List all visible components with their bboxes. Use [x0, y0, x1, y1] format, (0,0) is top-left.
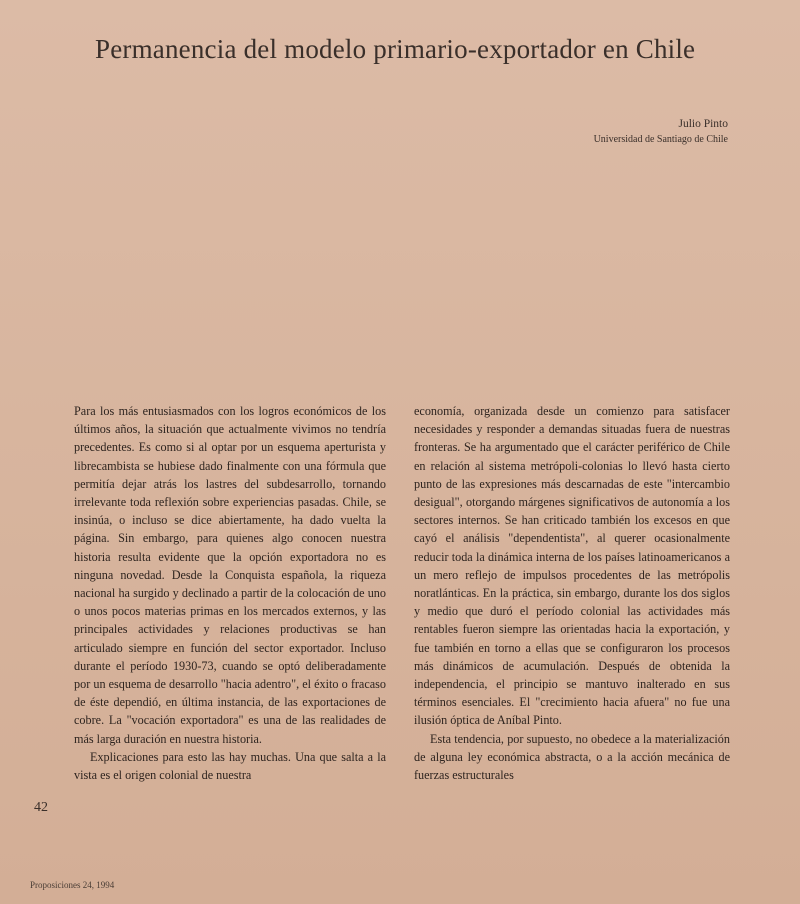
text-column-right: [414, 402, 730, 784]
text-column-left: [74, 402, 386, 784]
paragraph: Esta tendencia, por supuesto, no obedece a la materialización de alguna ley económica abstracta, o a la acción mecánica de fuerzas estructurales: [414, 731, 730, 783]
paragraph: Para los más entusiasmados con los logros económicos de los últimos años, la situación que actualmente vivimos no tendría precedentes. Es como si al optar por un esquema aperturista y librecambista se hubiese dado finalmente con una fórmula que permitía dejar atrás los lastres del subdesarrollo, tornando irrelevante toda reflexión sobre experiencias pasadas. Chile, se insinúa, o incluso se dice abiertamente, ha dado vuelta la página. Sin embargo, para quienes algo conocen nuestra historia resulta evidente que la opción exportadora no es ninguna novedad. Desde la Conquista española, la riqueza nacional ha surgido y declinado a partir de la colocación de uno o unos pocos materias primas en los mercados externos, y las principales actividades y relaciones productivas se han articulado siempre en función del sector exportador. Incluso durante el período 1930-73, cuando se optó deliberadamente por un esquema de desarrollo "hacia adentro", el éxito o fracaso de éste dependió, en última instancia, de las exportaciones de cobre. La "vocación exportadora" es una de las realidades de más larga duración en nuestra historia.: [74, 404, 386, 746]
author-name: Julio Pinto: [678, 118, 728, 130]
page-number: 42: [34, 800, 48, 815]
paragraph: economía, organizada desde un comienzo para satisfacer necesidades y responder a demandas situadas fuera de nuestras fronteras. Se ha argumentado que el carácter periférico de Chile en relación al sistema metrópoli-colonias lo llevó hasta cierto punto de las expresiones más descarnadas de este "intercambio desigual", otorgando márgenes significativos de autonomía a los sectores internos. Se han criticado también los excesos en que cayó el análisis "dependentista", al querer ocasionalmente reducir toda la dinámica interna de los países latinoamericanos a un mero reflejo de impulsos procedentes de las metrópolis noratlánticas. En la práctica, sin embargo, durante los dos siglos y medio que duró el período colonial las actividades más rentables fueron siempre las orientadas hacia la exportación, y fue también en torno a ellas que se configuraron los procesos más dinámicos de acumulación. Después de obtenida la independencia, el principio se mantuvo inalterado en sus términos esenciales. El "crecimiento hacia afuera" no fue una ilusión óptica de Aníbal Pinto.: [414, 404, 730, 728]
author-affiliation: Universidad de Santiago de Chile: [593, 134, 728, 145]
author-block: [594, 116, 728, 148]
article-title: Permanencia del modelo primario-exportador en Chile: [95, 34, 696, 64]
journal-footer: Proposiciones 24, 1994: [30, 880, 115, 890]
paragraph: Explicaciones para esto las hay muchas. Una que salta a la vista es el origen colonial de nuestra: [74, 749, 386, 783]
